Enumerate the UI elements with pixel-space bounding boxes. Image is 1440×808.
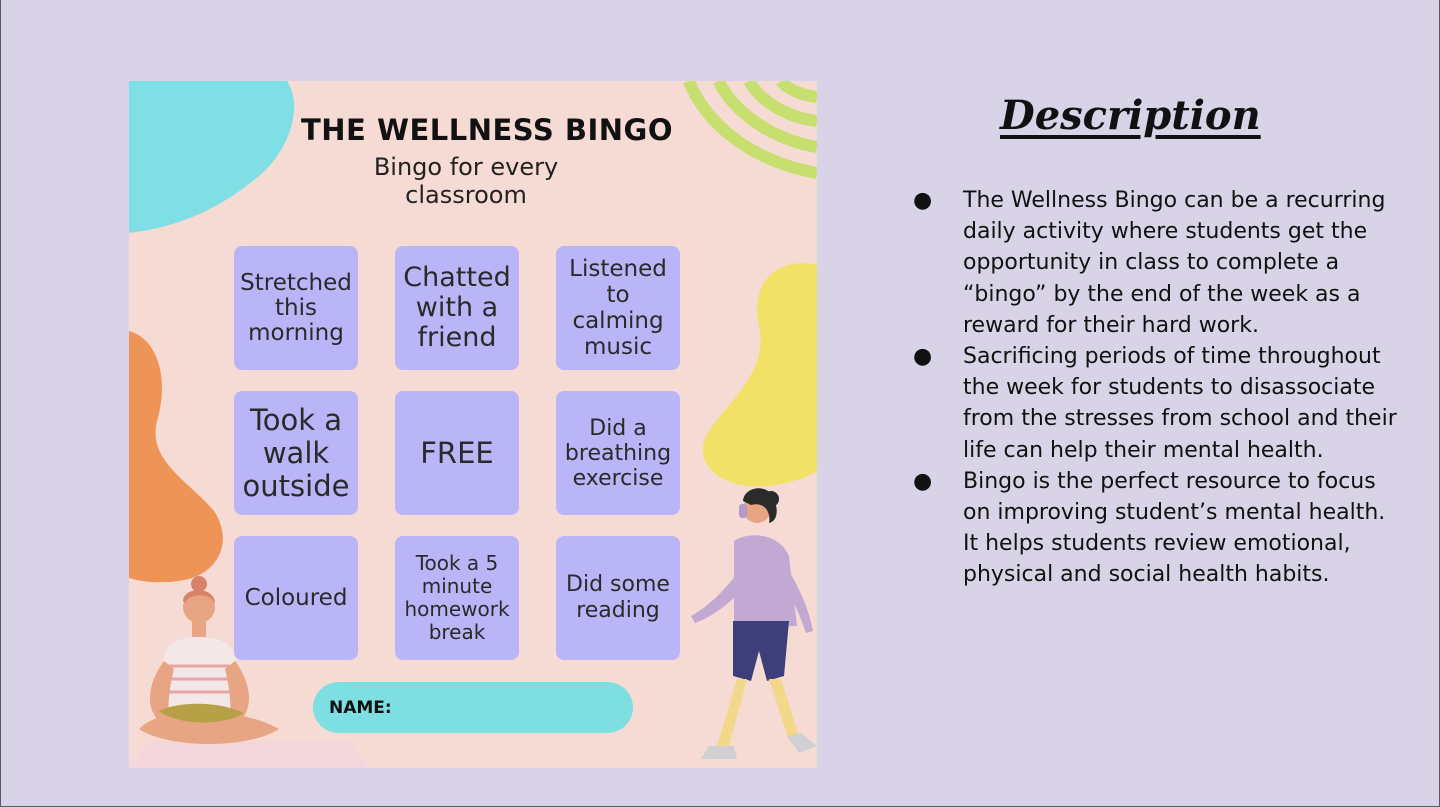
bingo-tile: Did some reading xyxy=(556,536,680,660)
bullet-item: ● Bingo is the perfect resource to focus on improving student’s mental health. It helps students review emotional, physical and social health habits. xyxy=(905,466,1405,591)
cyan-blob xyxy=(129,81,294,233)
poster-title: THE WELLNESS BINGO xyxy=(301,113,673,147)
bingo-tile: Coloured xyxy=(234,536,358,660)
bingo-tile: Chatted with a friend xyxy=(395,246,519,370)
bingo-tile: Took a walk outside xyxy=(234,391,358,515)
description-bullet-list xyxy=(905,185,1405,591)
description-heading: Description xyxy=(1000,92,1261,139)
floor xyxy=(129,741,369,768)
bingo-tile-free: FREE xyxy=(395,391,519,515)
walking-woman-illustration xyxy=(691,488,817,759)
bullet-dot-icon: ● xyxy=(913,188,933,213)
name-field xyxy=(313,682,633,733)
bullet-item: ● The Wellness Bingo can be a recurring daily activity where students get the opportunity in class to complete a “bingo” by the end of the week as a reward for their hard work. xyxy=(905,185,1405,341)
bullet-dot-icon: ● xyxy=(913,468,933,494)
bingo-tile: Listened to calming music xyxy=(556,246,680,370)
name-label: NAME: xyxy=(329,697,392,718)
bullet-item: ● Sacrificing periods of time throughout the week for students to disassociate from the stresses from school and their life can help their mental health. xyxy=(905,341,1405,466)
wellness-bingo-poster xyxy=(129,81,817,768)
bingo-tile: Stretched this morning xyxy=(234,246,358,370)
yellow-blob xyxy=(703,263,817,486)
orange-blob xyxy=(129,331,223,582)
bingo-tile: Did a breathing exercise xyxy=(556,391,680,515)
bingo-tile: Took a 5 minute homework break xyxy=(395,536,519,660)
poster-subtitle: Bingo for every classroom xyxy=(373,153,559,209)
bullet-dot-icon: ● xyxy=(913,344,933,370)
